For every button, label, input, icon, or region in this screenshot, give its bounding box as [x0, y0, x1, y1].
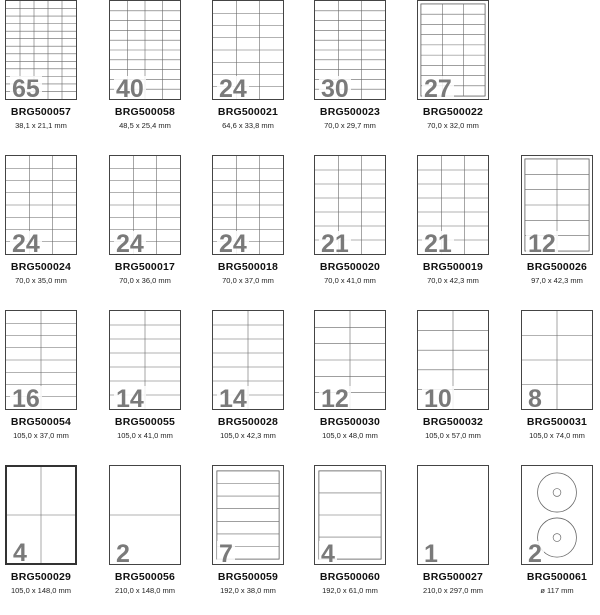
product-code: BRG500024 [10, 261, 72, 273]
product-code: BRG500018 [217, 261, 279, 273]
product-code: BRG500055 [114, 416, 176, 428]
labels-per-sheet-count: 2 [116, 540, 130, 565]
labels-per-sheet-count: 12 [321, 385, 349, 410]
product-code: BRG500030 [319, 416, 381, 428]
sheet-thumbnail [109, 310, 181, 410]
labels-per-sheet-count: 40 [116, 75, 144, 100]
label-dimensions: 70,0 x 29,7 mm [324, 121, 376, 130]
product-code: BRG500029 [10, 571, 72, 583]
product-code: BRG500021 [217, 106, 279, 118]
labels-per-sheet-count: 16 [12, 385, 40, 410]
sheet-thumbnail [417, 0, 489, 100]
product-code: BRG500019 [422, 261, 484, 273]
sheet-thumbnail [417, 310, 489, 410]
label-dimensions: 70,0 x 41,0 mm [324, 276, 376, 285]
labels-per-sheet-count: 12 [528, 230, 556, 255]
labels-per-sheet-count: 21 [424, 230, 452, 255]
label-dimensions: 64,6 x 33,8 mm [222, 121, 274, 130]
disc-label [538, 473, 577, 512]
labels-per-sheet-count: 10 [424, 385, 452, 410]
labels-per-sheet-count: 2 [528, 540, 542, 565]
label-product-brg500031[interactable] [521, 310, 600, 460]
sheet-thumbnail [212, 155, 284, 255]
labels-per-sheet-count: 14 [219, 385, 247, 410]
sheet-thumbnail [212, 310, 284, 410]
sheet-thumbnail [314, 155, 386, 255]
labels-per-sheet-count: 14 [116, 385, 144, 410]
sheet-thumbnail [109, 155, 181, 255]
disc-hole [553, 489, 561, 497]
label-dimensions: 70,0 x 36,0 mm [119, 276, 171, 285]
labels-per-sheet-count: 21 [321, 230, 349, 255]
sheet-thumbnail [212, 0, 284, 100]
label-product-brg500026[interactable] [521, 155, 600, 305]
label-dimensions: 105,0 x 37,0 mm [13, 431, 69, 440]
product-code: BRG500017 [114, 261, 176, 273]
sheet-thumbnail [5, 310, 77, 410]
labels-per-sheet-count: 65 [12, 75, 40, 100]
labels-per-sheet-count: 7 [219, 540, 233, 565]
product-code: BRG500056 [114, 571, 176, 583]
label-dimensions: 70,0 x 32,0 mm [427, 121, 479, 130]
sheet-thumbnail [109, 0, 181, 100]
sheet-thumbnail [417, 155, 489, 255]
product-code: BRG500032 [422, 416, 484, 428]
label-dimensions: 210,0 x 297,0 mm [422, 586, 484, 595]
label-dimensions: 210,0 x 148,0 mm [114, 586, 176, 595]
labels-per-sheet-count: 30 [321, 75, 349, 100]
sheet-thumbnail [109, 465, 181, 565]
product-code: BRG500027 [422, 571, 484, 583]
label-dimensions: 105,0 x 57,0 mm [425, 431, 481, 440]
product-code: BRG500058 [114, 106, 176, 118]
label-product-brg500061[interactable] [521, 465, 600, 615]
product-code: BRG500059 [217, 571, 279, 583]
sheet-thumbnail [5, 0, 77, 100]
product-code: BRG500020 [319, 261, 381, 273]
product-code: BRG500057 [10, 106, 72, 118]
labels-per-sheet-count: 24 [219, 75, 247, 100]
sheet-thumbnail [521, 310, 593, 410]
product-code: BRG500060 [319, 571, 381, 583]
label-product-brg500022[interactable] [417, 0, 521, 150]
sheet-thumbnail [314, 0, 386, 100]
label-dimensions: 97,0 x 42,3 mm [531, 276, 583, 285]
label-dimensions: 105,0 x 148,0 mm [10, 586, 72, 595]
sheet-thumbnail [417, 465, 489, 565]
label-dimensions: 105,0 x 41,0 mm [117, 431, 173, 440]
labels-per-sheet-count: 27 [424, 75, 452, 100]
labels-per-sheet-count: 24 [116, 230, 144, 255]
labels-per-sheet-count: 24 [219, 230, 247, 255]
label-dimensions: 38,1 x 21,1 mm [15, 121, 67, 130]
product-code: BRG500031 [526, 416, 588, 428]
sheet-thumbnail [521, 155, 593, 255]
label-dimensions: 192,0 x 61,0 mm [322, 586, 378, 595]
sheet-thumbnail [314, 465, 386, 565]
label-dimensions: 105,0 x 48,0 mm [322, 431, 378, 440]
product-code: BRG500054 [10, 416, 72, 428]
sheet-thumbnail [5, 465, 77, 565]
label-dimensions: 105,0 x 42,3 mm [220, 431, 276, 440]
product-code: BRG500028 [217, 416, 279, 428]
label-dimensions: 48,5 x 25,4 mm [119, 121, 171, 130]
label-dimensions: 192,0 x 38,0 mm [220, 586, 276, 595]
label-dimensions: 70,0 x 37,0 mm [222, 276, 274, 285]
product-code: BRG500061 [526, 571, 588, 583]
labels-per-sheet-count: 8 [528, 385, 542, 410]
labels-per-sheet-count: 24 [12, 230, 40, 255]
sheet-thumbnail [5, 155, 77, 255]
label-dimensions: 105,0 x 74,0 mm [529, 431, 585, 440]
disc-hole [553, 534, 561, 542]
labels-per-sheet-count: 4 [321, 540, 335, 565]
product-code: BRG500022 [422, 106, 484, 118]
product-code: BRG500026 [526, 261, 588, 273]
label-dimensions: ø 117 mm [540, 586, 574, 595]
sheet-thumbnail [521, 465, 593, 565]
product-code: BRG500023 [319, 106, 381, 118]
sheet-thumbnail [314, 310, 386, 410]
label-dimensions: 70,0 x 42,3 mm [427, 276, 479, 285]
sheet-thumbnail [212, 465, 284, 565]
label-dimensions: 70,0 x 35,0 mm [15, 276, 67, 285]
labels-per-sheet-count: 1 [424, 540, 438, 565]
labels-per-sheet-count: 4 [13, 539, 27, 565]
